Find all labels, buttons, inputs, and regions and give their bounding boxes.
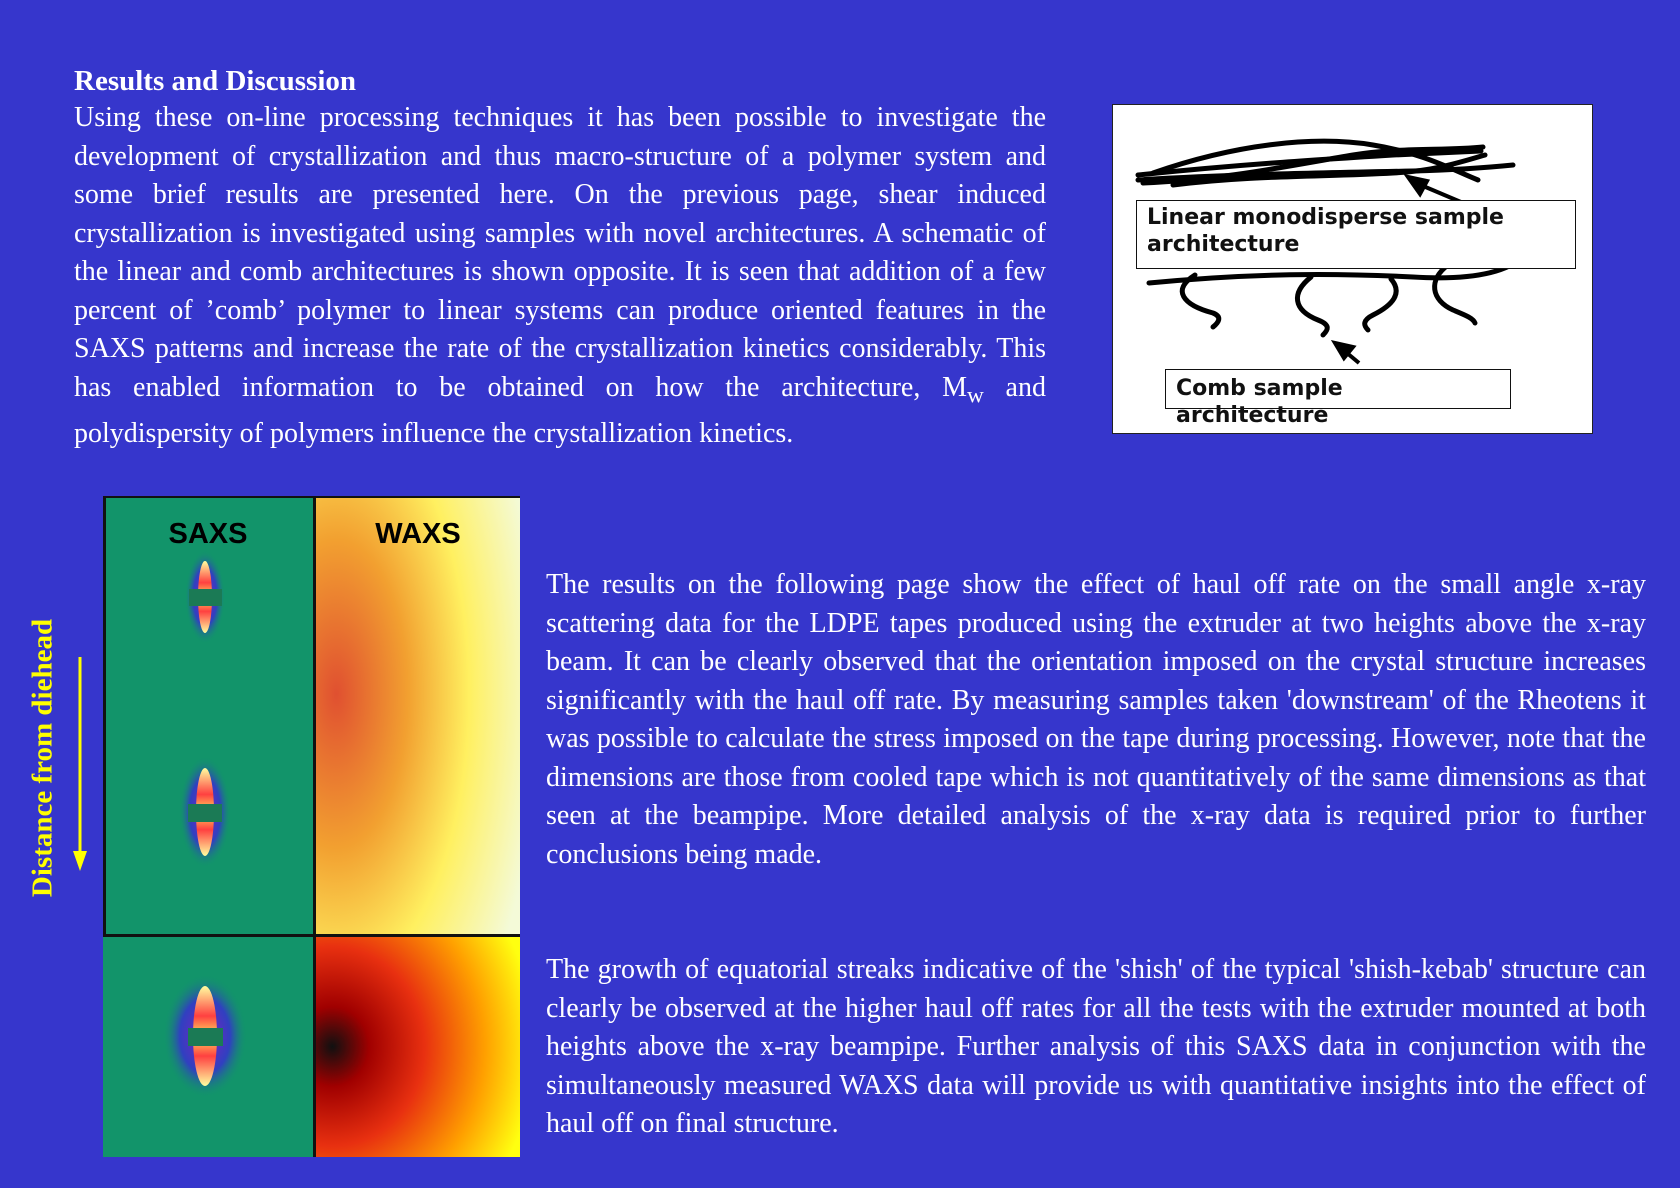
comb-branch-4 xyxy=(1435,265,1475,323)
xray-figure xyxy=(103,496,520,1157)
architecture-diagram xyxy=(1112,104,1593,434)
comb-branch-1 xyxy=(1182,275,1219,327)
linear-architecture-label: Linear monodisperse sample architecture xyxy=(1136,200,1576,269)
section-heading: Results and Discussion xyxy=(74,65,357,97)
comb-architecture-label: Comb sample architecture xyxy=(1165,369,1511,409)
waxs-title: WAXS xyxy=(375,518,461,550)
waxs-pattern-lower xyxy=(316,936,520,1157)
distance-from-diehead-label: Distance from diehead xyxy=(26,618,59,898)
saxs-spot-3 xyxy=(163,974,247,1098)
intro-paragraph xyxy=(74,99,1046,453)
comb-branch-3 xyxy=(1365,279,1396,330)
linear-pointer-arrowhead xyxy=(1408,177,1427,194)
waxs-pattern-upper xyxy=(316,496,520,936)
xray-patterns xyxy=(103,496,520,1157)
intro-text-end: and polydispersity of polymers influence the crystallization kinetics. xyxy=(74,371,1046,449)
comb-branch-2 xyxy=(1297,277,1327,335)
results-paragraph: The results on the following page show the effect of haul off rate on the small angle x-ray scattering data for the LDPE tapes produced using the extruder at two heights above the x-ray beam. It can be clearly observed that the orientation imposed on the crystal structure increases significantly with the haul off rate. By measuring samples taken 'downstream' of the Rheotens it was possible to calculate the stress imposed on the tape during processing. However, note that the dimensions are those from cooled tape which is not quantitatively of the same dimensions as that seen at the beampipe. More detailed analysis of the x-ray data is required prior to further conclusions being made. xyxy=(546,569,1646,870)
shish-kebab-paragraph: The growth of equatorial streaks indicative of the 'shish' of the typical 'shish-kebab' structure can clearly be observed at the higher haul off rates for all the tests with the extruder mounted at both heights above the x-ray beampipe. Further analysis of this SAXS data in conjunction with the simultaneously measured WAXS data will provide us with quantitative insights into the effect of haul off on final structure. xyxy=(546,954,1646,1139)
saxs-title: SAXS xyxy=(168,518,248,550)
distance-arrow xyxy=(70,655,90,875)
saxs-spot-1 xyxy=(185,550,225,644)
saxs-spot-2 xyxy=(179,756,231,868)
mw-subscript: w xyxy=(966,382,984,409)
intro-text: Using these on-line processing techniques it has been possible to investigate the development of crystallization and thus macro-structure of a polymer system and some brief results are presented here. On the previous page, shear induced crystallization is investigated using samples with novel architectures. A schematic of the linear and comb architectures is shown opposite. It is seen that addition of a few percent of ’comb’ polymer to linear systems can produce oriented features in the SAXS patterns and increase the rate of the crystallization kinetics considerably. This has enabled information to be obtained on how the architecture, M xyxy=(74,102,1046,403)
